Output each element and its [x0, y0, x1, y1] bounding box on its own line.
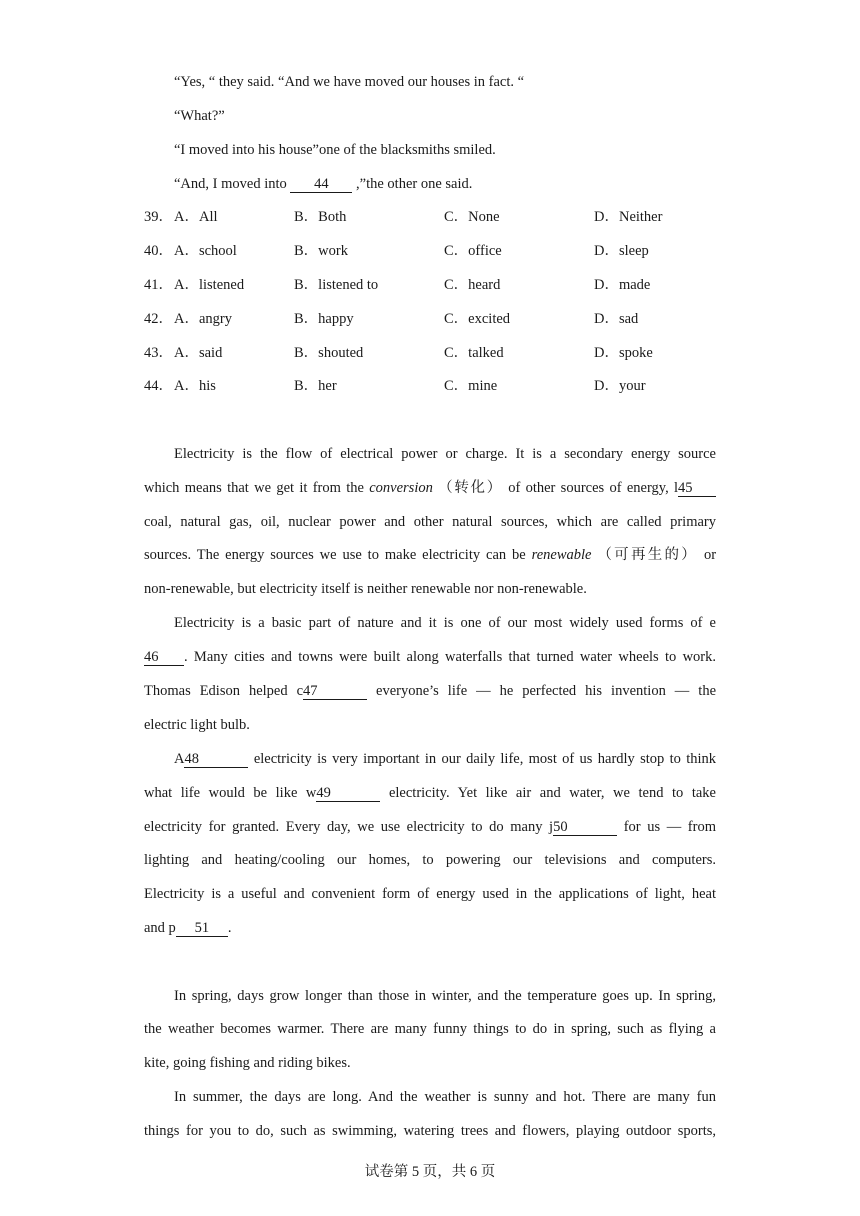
paragraph-line: things for you to do, such as swimming, watering trees and flowers, playing outdoor sports,	[144, 1123, 716, 1139]
question-number: 44．	[144, 378, 173, 394]
option-c: C．mine	[444, 378, 498, 394]
blank-47: 47	[303, 683, 367, 700]
option-b: B．work	[294, 243, 348, 259]
italic-term: renewable	[531, 547, 592, 563]
option-a: A．school	[174, 243, 237, 259]
text: and p	[144, 920, 176, 936]
option-d: D．spoke	[594, 345, 653, 361]
paragraph-line: Electricity is a basic part of nature and it is one of our most widely used forms of e	[174, 615, 716, 631]
option-d: D．your	[594, 378, 646, 394]
text: what life would be like w	[144, 785, 317, 801]
option-a: A．said	[174, 345, 223, 361]
blank-46: 46	[144, 649, 184, 666]
option-b: B．her	[294, 378, 337, 394]
italic-term: conversion	[369, 480, 433, 496]
text: of other sources of energy, l	[508, 480, 679, 496]
paragraph-line: non-renewable, but electricity itself is neither renewable nor non-renewable.	[144, 581, 587, 597]
text: electricity is very important in our daily life, most of us hardly stop to think	[253, 751, 716, 767]
paragraph-line	[144, 648, 716, 666]
option-b: B．Both	[294, 209, 347, 225]
option-c: C．heard	[444, 277, 501, 293]
text: .	[227, 920, 232, 936]
option-a: A．listened	[174, 277, 245, 293]
dialogue-line: “I moved into his house”one of the blacksmiths smiled.	[174, 142, 496, 158]
chinese-gloss: （可再生的）	[597, 547, 699, 563]
blank-51: 51	[176, 920, 228, 937]
paragraph-line	[144, 479, 716, 497]
option-a: A．All	[174, 209, 218, 225]
text: for us — from	[623, 819, 716, 835]
paragraph-line	[144, 919, 231, 937]
text: or	[703, 547, 717, 563]
chinese-gloss: （转化）	[438, 480, 503, 496]
option-d: D．Neither	[594, 209, 663, 225]
text: which means that we get it from the	[144, 480, 364, 496]
blank-50: 50	[553, 819, 617, 836]
dialogue-line	[174, 175, 472, 193]
paragraph-line: lighting and heating/cooling our homes, to powering our televisions and computers.	[144, 852, 716, 868]
text: everyone’s life — he perfected his invention — the	[376, 683, 716, 699]
paragraph-line: kite, going fishing and riding bikes.	[144, 1055, 351, 1071]
text: ,”the other one said.	[356, 176, 473, 192]
option-d: D．sleep	[594, 243, 649, 259]
option-d: D．made	[594, 277, 651, 293]
paragraph-line	[174, 750, 716, 768]
dialogue-line: “Yes, “ they said. “And we have moved our houses in fact. “	[174, 74, 525, 90]
paragraph-line: electric light bulb.	[144, 717, 250, 733]
blank-44: 44	[290, 176, 352, 193]
text: “And, I moved into	[174, 176, 287, 192]
option-b: B．shouted	[294, 345, 364, 361]
paragraph-line: coal, natural gas, oil, nuclear power and other natural sources, which are called primary	[144, 514, 716, 530]
option-c: C．office	[444, 243, 502, 259]
paragraph-line	[144, 682, 716, 700]
paragraph-line: the weather becomes warmer. There are many funny things to do in spring, such as flying a	[144, 1021, 716, 1037]
text: sources. The energy sources we use to make electricity can be	[144, 547, 526, 563]
option-a: A．angry	[174, 311, 232, 327]
question-number: 39．	[144, 209, 173, 225]
question-number: 43．	[144, 345, 173, 361]
question-number: 40．	[144, 243, 173, 259]
paragraph-line: Electricity is a useful and convenient form of energy used in the applications of light, heat	[144, 886, 716, 902]
option-b: B．happy	[294, 311, 354, 327]
paragraph-line: In spring, days grow longer than those in winter, and the temperature goes up. In spring,	[174, 988, 716, 1004]
paragraph-line	[144, 818, 716, 836]
blank-45: 45	[678, 480, 716, 497]
option-a: A．his	[174, 378, 216, 394]
text: electricity for granted. Every day, we use electricity to do many j	[144, 819, 554, 835]
page-footer: 试卷第 5 页，共 6 页	[364, 1164, 496, 1180]
text: A	[174, 751, 185, 767]
option-c: C．excited	[444, 311, 511, 327]
option-c: C．talked	[444, 345, 504, 361]
option-c: C．None	[444, 209, 500, 225]
question-number: 42．	[144, 311, 173, 327]
paragraph-line: Electricity is the flow of electrical power or charge. It is a secondary energy source	[174, 446, 716, 462]
text: . Many cities and towns were built along waterfalls that turned water wheels to work.	[184, 649, 716, 665]
paragraph-line	[144, 546, 716, 564]
paragraph-line	[144, 784, 716, 802]
option-b: B．listened to	[294, 277, 379, 293]
paragraph-line: In summer, the days are long. And the weather is sunny and hot. There are many fun	[174, 1089, 716, 1105]
dialogue-line: “What?”	[174, 108, 225, 124]
blank-49: 49	[316, 785, 380, 802]
blank-48: 48	[184, 751, 248, 768]
question-number: 41．	[144, 277, 173, 293]
text: electricity. Yet like air and water, we tend to take	[388, 785, 716, 801]
text: Thomas Edison helped c	[144, 683, 304, 699]
option-d: D．sad	[594, 311, 639, 327]
